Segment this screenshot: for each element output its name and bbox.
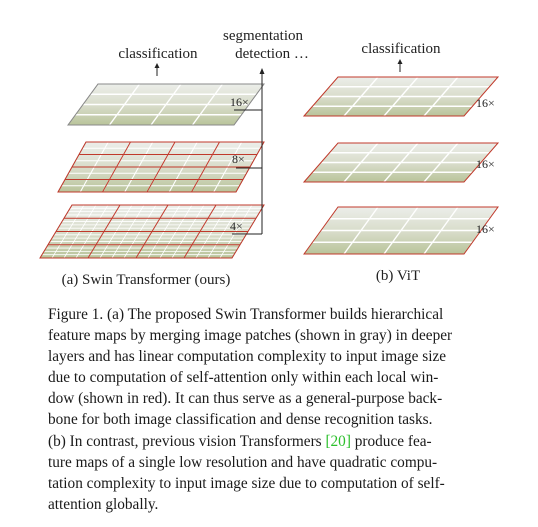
vit-layer-3	[304, 207, 498, 254]
swin-top-arrow	[155, 63, 160, 76]
caption-line: tation complexity to input image size due to computation of self-	[48, 474, 445, 492]
swin-layer-16x	[68, 84, 264, 125]
swin-layer-4x	[40, 205, 264, 258]
swin-panel	[40, 28, 309, 288]
swin-top-label: classification	[118, 46, 198, 62]
caption-line: bone for both image classification and dense recognition tasks.	[48, 411, 433, 429]
caption-line: dow (shown in red). It can thus serve as a general-purpose back-	[48, 390, 443, 408]
vit-scale-1: 16×	[476, 96, 495, 110]
caption-line: attention globally.	[48, 495, 159, 513]
caption-line: layers and has linear computation complexity to input image size	[48, 348, 447, 366]
figure-caption	[48, 304, 510, 515]
caption-line: due to computation of self-attention only within each local win-	[48, 369, 439, 387]
vit-top-arrow	[398, 59, 403, 72]
caption-line	[48, 431, 510, 452]
swin-layer-8x	[58, 142, 264, 192]
swin-panel-caption: (a) Swin Transformer (ours)	[61, 272, 231, 288]
swin-scale-16x: 16×	[230, 95, 249, 109]
swin-scale-4x: 4×	[230, 219, 243, 233]
citation-link[interactable]: [20]	[325, 432, 351, 450]
vit-layer-1	[304, 77, 498, 116]
caption-line-part: produce fea-	[350, 432, 432, 450]
vit-top-label: classification	[361, 41, 441, 57]
vit-scale-3: 16×	[476, 222, 495, 236]
vit-scale-2: 16×	[476, 157, 495, 171]
vit-panel-caption: (b) ViT	[375, 268, 421, 284]
caption-line-part: (b) In contrast, previous vision Transformers	[48, 432, 326, 450]
swin-scale-8x: 8×	[232, 152, 245, 166]
caption-line: feature maps by merging image patches (shown in gray) in deeper	[48, 327, 453, 345]
vit-layer-2	[304, 143, 498, 182]
swin-dense-label-1: segmentation	[223, 28, 303, 44]
caption-line: Figure 1. (a) The proposed Swin Transformer builds hierarchical	[48, 306, 444, 323]
swin-dense-label-2: detection …	[235, 46, 309, 62]
caption-line: ture maps of a single low resolution and have quadratic compu-	[48, 453, 438, 471]
vit-panel	[304, 41, 498, 284]
